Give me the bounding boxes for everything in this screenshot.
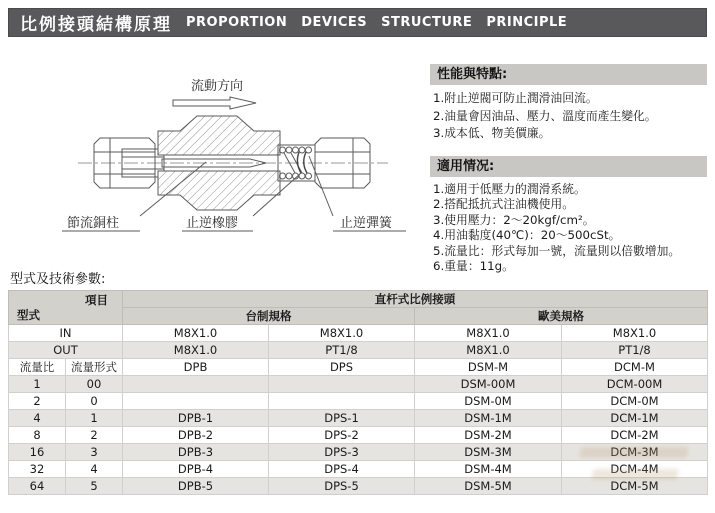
table-cell: DPS-5: [269, 478, 415, 495]
application-item: 5.流量比：形式每加一號，流量則以倍數增加。: [433, 243, 681, 258]
table-cell: [269, 393, 415, 410]
table-cell: [123, 376, 269, 393]
check-rubber-label: 止逆橡膠: [186, 216, 239, 231]
table-row: [9, 376, 708, 393]
table-row: [9, 427, 708, 444]
application-item: 3.使用壓力：2～20kgf/cm²。: [433, 212, 595, 227]
table-header-row: [9, 291, 708, 308]
table-row: [9, 410, 708, 427]
table-cell: 4: [9, 410, 66, 427]
table-cell: 2: [66, 427, 123, 444]
table-row: [9, 444, 708, 461]
table-row: [9, 461, 708, 478]
table-cell: DCM-4M: [562, 461, 708, 478]
table-cell: 64: [9, 478, 66, 495]
table-cell: 5: [66, 478, 123, 495]
table-row: [9, 478, 708, 495]
table-row: [9, 342, 708, 359]
row-label-cell: IN: [9, 325, 123, 342]
flow-form-header: 流量形式: [66, 359, 123, 376]
feature-item: 2.油量會因油品、壓力、溫度而產生變化。: [433, 108, 657, 123]
table-corner-cell: [9, 291, 123, 325]
spring-leader-line: [309, 156, 333, 216]
table-cell: 2: [9, 393, 66, 410]
table-cell: DSM-1M: [415, 410, 562, 427]
table-cell: M8X1.0: [415, 325, 562, 342]
page-title-en: PROPORTION DEVICES STRUCTURE PRINCIPLE: [186, 15, 568, 30]
table-cell: 3: [66, 444, 123, 461]
features-heading: 性能與特點:: [430, 64, 707, 85]
table-cell: DSM-4M: [415, 461, 562, 478]
check-spring-label: 止逆彈簧: [340, 216, 393, 231]
features-panel: [430, 64, 707, 143]
table-cell: DCM-00M: [562, 376, 708, 393]
device-cross-section-diagram: [10, 56, 425, 268]
application-item: 2.搭配抵抗式注油機使用。: [433, 197, 575, 212]
table-cell: DSM-2M: [415, 427, 562, 444]
table-cell: DPS: [269, 359, 415, 376]
table-cell: DPS-4: [269, 461, 415, 478]
table-cell: DPB-4: [123, 461, 269, 478]
table-cell: DPS-2: [269, 427, 415, 444]
table-cell: DCM-5M: [562, 478, 708, 495]
page-title-bar: [8, 8, 707, 37]
table-cell: M8X1.0: [123, 325, 269, 342]
applications-panel: [430, 156, 707, 274]
table-cell: 0: [66, 393, 123, 410]
table-cell: DCM-0M: [562, 393, 708, 410]
table-cell: M8X1.0: [123, 342, 269, 359]
table-cell: DCM-1M: [562, 410, 708, 427]
table-cell: 32: [9, 461, 66, 478]
corner-label-item: 項目: [85, 293, 108, 307]
table-cell: DSM-0M: [415, 393, 562, 410]
application-item: 1.適用于低壓力的潤滑系統。: [433, 182, 586, 196]
corner-label-type: 型式: [17, 308, 40, 322]
spec-header-cell: 台制規格: [123, 308, 415, 325]
table-cell: DPS-1: [269, 410, 415, 427]
table-cell: DCM-M: [562, 359, 708, 376]
table-cell: DSM-00M: [415, 376, 562, 393]
throttle-pin-label: 節流銅柱: [67, 216, 120, 231]
flow-arrow-icon: [173, 97, 256, 109]
table-cell: PT1/8: [269, 342, 415, 359]
table-cell: DSM-M: [415, 359, 562, 376]
table-row: [9, 325, 708, 342]
table-cell: 00: [66, 376, 123, 393]
body-upper-section: [158, 116, 280, 155]
spec-table: [8, 290, 708, 495]
row-label-cell: OUT: [9, 342, 123, 359]
group-header-cell: 直杆式比例接頭: [123, 291, 708, 308]
table-cell: DPB-5: [123, 478, 269, 495]
body-lower-section: [158, 171, 280, 210]
applications-heading: 適用情况:: [430, 156, 707, 177]
page-title-zh: 比例接頭結構原理: [20, 15, 172, 35]
table-cell: M8X1.0: [562, 325, 708, 342]
application-item: 6.重量：11g。: [433, 259, 514, 274]
table-cell: DPB-3: [123, 444, 269, 461]
table-cell: PT1/8: [562, 342, 708, 359]
table-cell: 1: [9, 376, 66, 393]
flow-direction-label: 流動方向: [190, 79, 244, 94]
table-cell: DSM-5M: [415, 478, 562, 495]
table-cell: 8: [9, 427, 66, 444]
application-item: 4.用油黏度(40℃)：20～500cSt。: [433, 228, 621, 243]
table-cell: [269, 376, 415, 393]
table-caption: 型式及技術參數:: [10, 272, 106, 287]
table-cell: DCM-2M: [562, 427, 708, 444]
table-cell: DPB: [123, 359, 269, 376]
table-cell: 1: [66, 410, 123, 427]
table-cell: 16: [9, 444, 66, 461]
table-cell: DCM-3M: [562, 444, 708, 461]
spec-header-cell: 歐美規格: [415, 308, 708, 325]
flow-ratio-header: 流量比: [9, 359, 66, 376]
table-cell: DPS-3: [269, 444, 415, 461]
feature-item: 3.成本低、物美價廉。: [433, 126, 551, 140]
table-cell: M8X1.0: [269, 325, 415, 342]
table-cell: DPB-2: [123, 427, 269, 444]
table-cell: 4: [66, 461, 123, 478]
table-cell: DPB-1: [123, 410, 269, 427]
table-cell: M8X1.0: [415, 342, 562, 359]
table-row: [9, 393, 708, 410]
table-cell: DSM-3M: [415, 444, 562, 461]
table-row: [9, 359, 708, 376]
table-cell: [123, 393, 269, 410]
feature-item: 1.附止逆閥可防止潤滑油回流。: [433, 91, 598, 105]
